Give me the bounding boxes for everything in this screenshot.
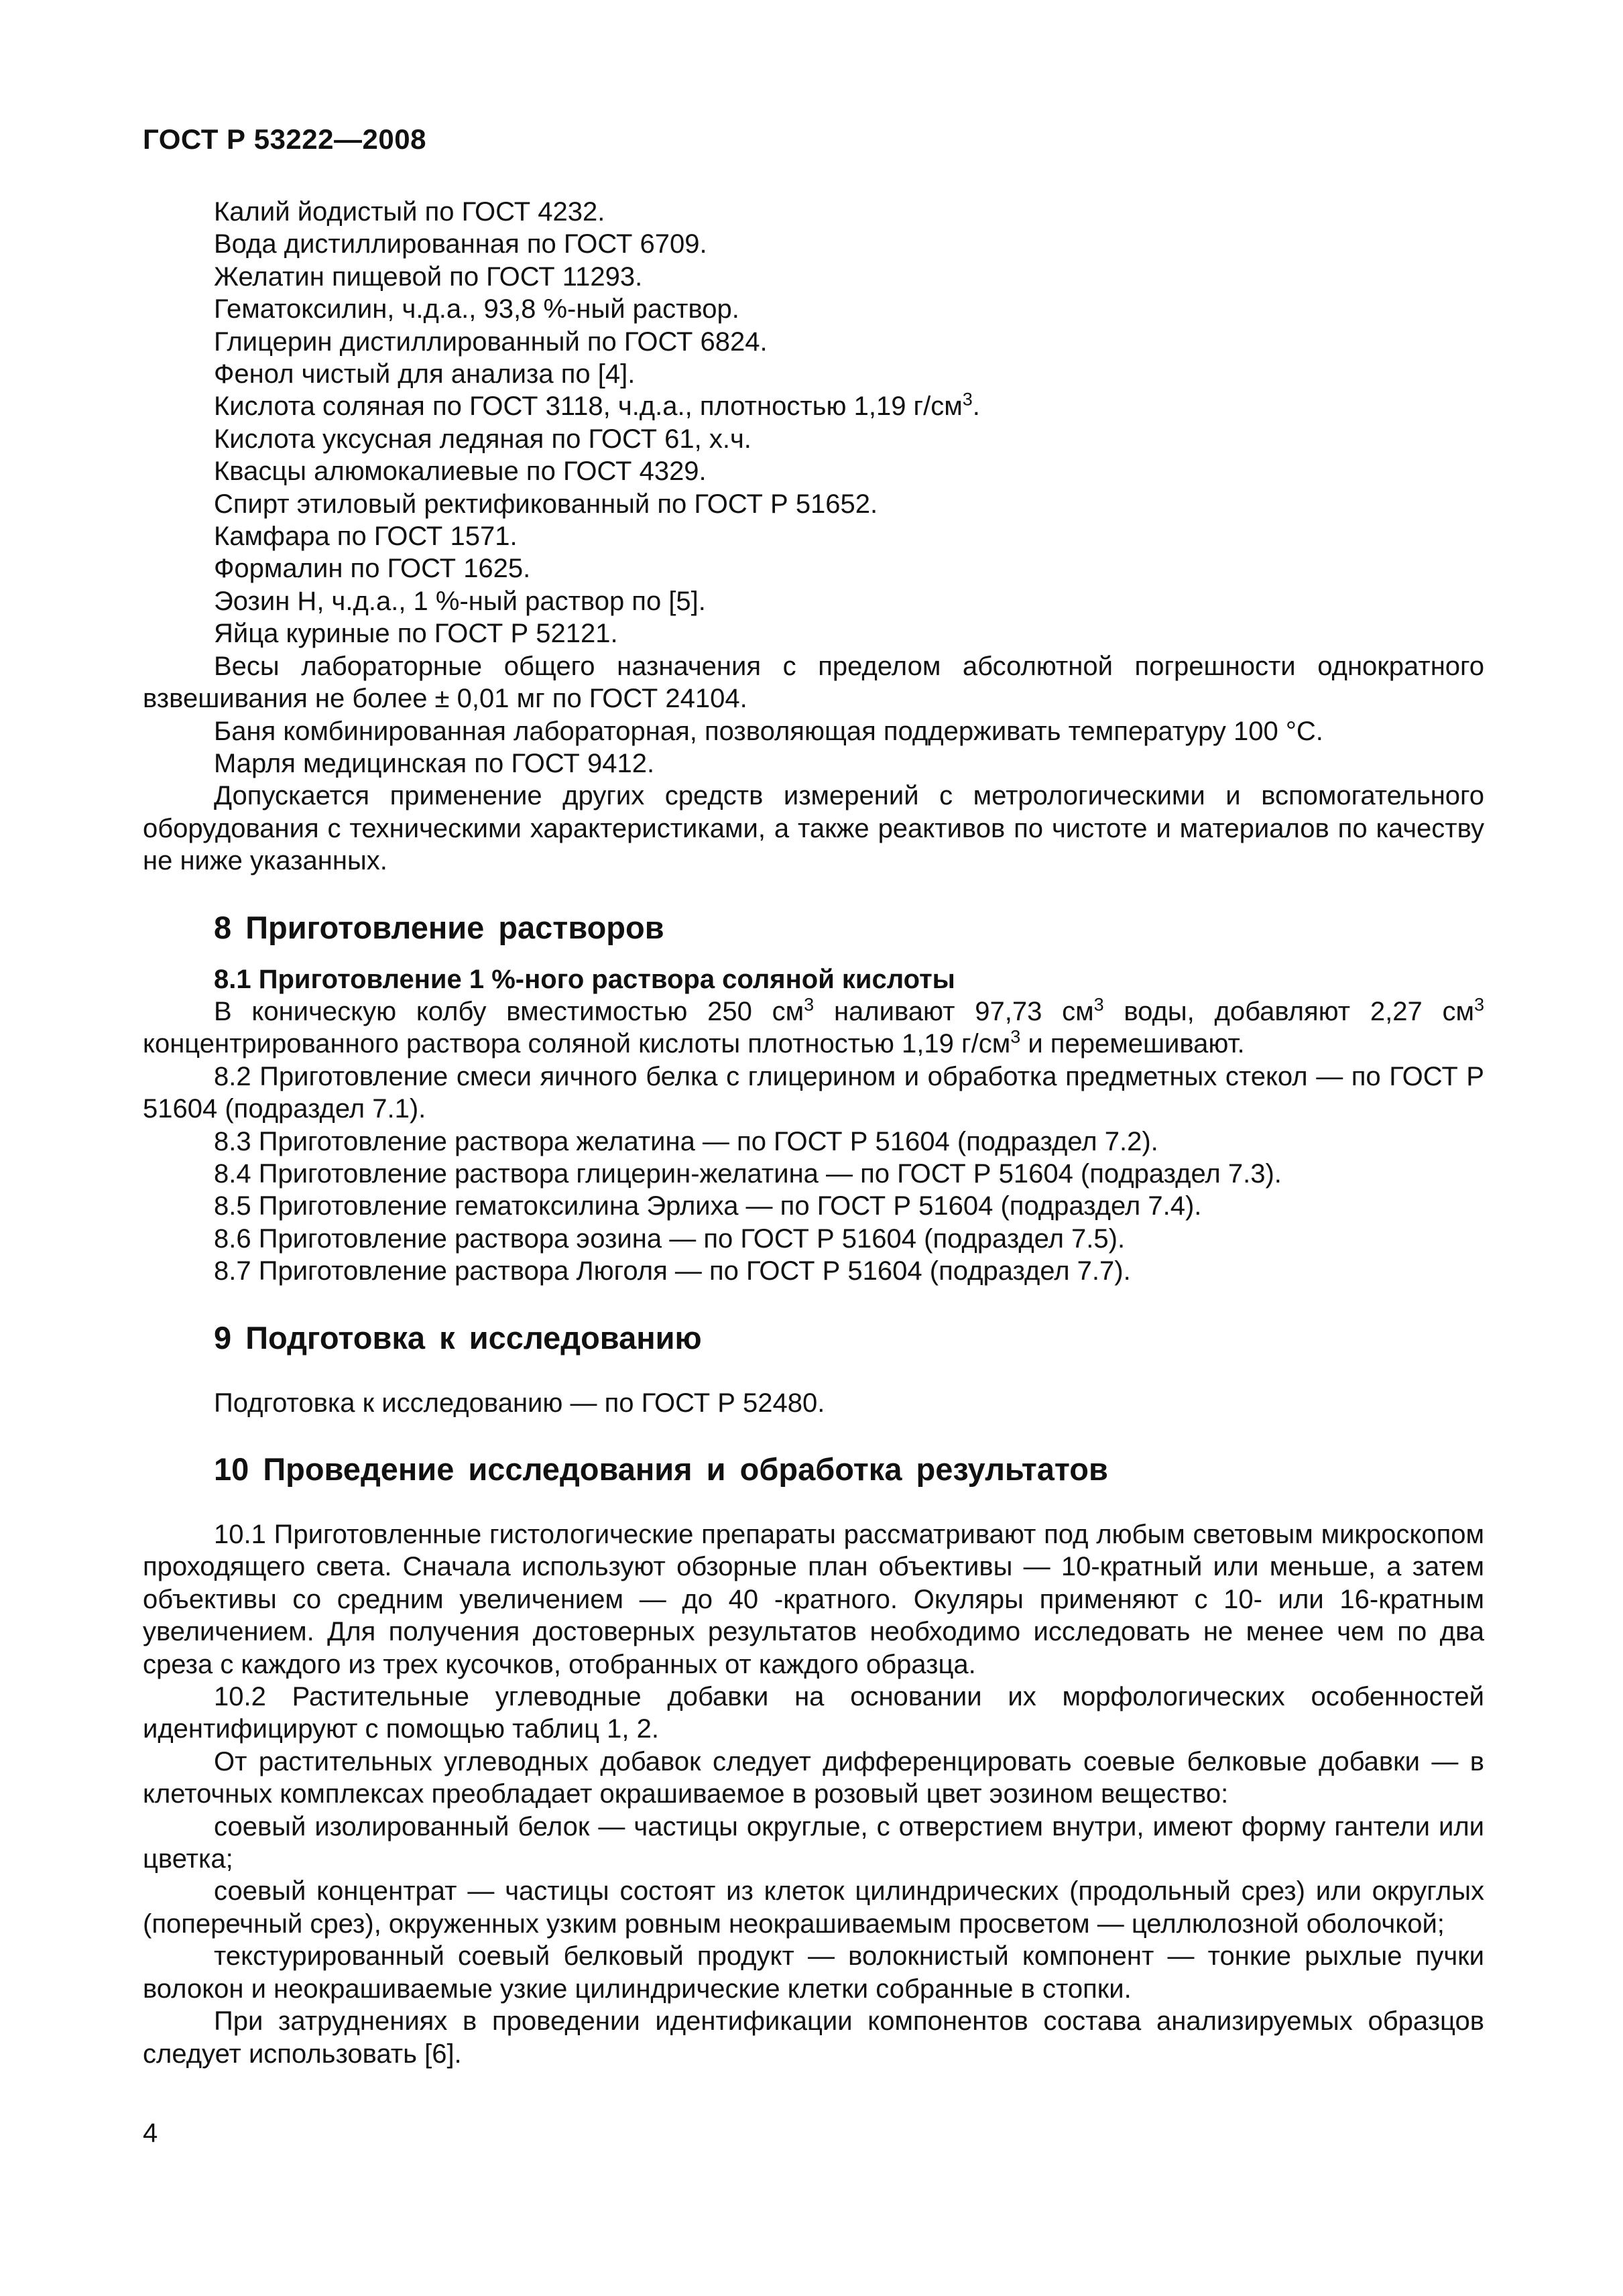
text-run: концентрированного раствора соляной кислоты плотностью 1,19 г/см — [143, 1029, 1011, 1059]
spacer — [143, 1489, 1484, 1518]
section-10-paragraph: текстурированный соевый белковый продукт — волокнистый компонент — тонкие рыхлые пучки волокон и неокрашиваемые узкие цилиндрические клетки собранные в стопки. — [143, 1941, 1484, 2004]
section-8-item: 8.5 Приготовление гематоксилина Эрлиха — по ГОСТ Р 51604 (подраздел 7.4). — [214, 1191, 1202, 1221]
material-item: Квасцы алюмокалиевые по ГОСТ 4329. — [214, 457, 707, 487]
spacer — [143, 878, 1484, 908]
section-10-paragraph: При затруднениях в проведении идентификации компонентов состава анализируемых образцов следует использовать [6]. — [143, 2006, 1484, 2069]
section-8-item: 8.3 Приготовление раствора желатина — по ГОСТ Р 51604 (подраздел 7.2). — [214, 1126, 1158, 1156]
material-item: Вода дистиллированная по ГОСТ 6709. — [214, 229, 707, 259]
spacer — [143, 947, 1484, 963]
material-item: Калий йодистый по ГОСТ 4232. — [214, 197, 605, 227]
material-item: Эозин Н, ч.д.а., 1 %-ный раствор по [5]. — [214, 586, 706, 616]
section-8-item: 8.7 Приготовление раствора Люголя — по ГОСТ Р 51604 (подраздел 7.7). — [214, 1256, 1131, 1286]
section-10-paragraph: соевый концентрат — частицы состоят из клеток цилиндрических (продольный срез) или округлых (поперечный срез), окруженных узким ровным неокрашиваемым просветом — целлюлозной оболочкой; — [143, 1876, 1484, 1939]
material-item: Баня комбинированная лабораторная, позволяющая поддерживать температуру 100 °С. — [214, 716, 1323, 746]
section-8-item: 8.4 Приготовление раствора глицерин-желатина — по ГОСТ Р 51604 (подраздел 7.3). — [214, 1158, 1282, 1189]
document-header-code: ГОСТ Р 53222—2008 — [143, 123, 426, 155]
section-9-text: Подготовка к исследованию — по ГОСТ Р 52480. — [214, 1388, 825, 1418]
superscript: 3 — [962, 389, 973, 410]
subsection-8-1-text — [143, 995, 1484, 1061]
spacer — [143, 1419, 1484, 1450]
material-item: Допускается применение других средств измерений с метрологическими и вспомогательного оборудования с техническими характеристиками, а также реактивов по чистоте и материалов по качеству не ниже указанных. — [143, 781, 1484, 876]
section-10-paragraph: От растительных углеводных добавок следует дифференцировать соевые белковые добавки — в клеточных комплексах преобладает окрашиваемое в розовый цвет эозином вещество: — [143, 1746, 1484, 1809]
section-8-item: 8.6 Приготовление раствора эозина — по ГОСТ Р 51604 (подраздел 7.5). — [214, 1223, 1126, 1254]
material-item: Кислота уксусная ледяная по ГОСТ 61, х.ч. — [214, 424, 752, 454]
material-item: Фенол чистый для анализа по [4]. — [214, 359, 636, 389]
document-body — [143, 196, 1484, 2070]
section-9-heading: 9 Подготовка к исследованию — [214, 1319, 702, 1355]
text-run: и перемешивают. — [1020, 1029, 1245, 1059]
material-item-end: . — [972, 391, 980, 422]
material-item: Марля медицинская по ГОСТ 9412. — [214, 748, 655, 778]
text-run: наливают 97,73 см — [814, 996, 1094, 1026]
section-10-heading: 10 Проведение исследования и обработка результатов — [214, 1451, 1108, 1487]
section-8-heading: 8 Приготовление растворов — [214, 909, 664, 945]
spacer — [143, 1357, 1484, 1387]
section-10-paragraph: 10.1 Приготовленные гистологические препараты рассматривают под любым световым микроскопом проходящего света. Сначала используют обзорные план объективы — 10-кратный или меньше, а затем объективы со средним увеличением — до 40 -кратного. Окуляры применяют с 10- или 16-кратным увеличением. Для получения достоверных результатов необходимо исследовать не менее чем по два среза с каждого из трех кусочков, отобранных от каждого образца. — [143, 1520, 1484, 1679]
section-10-paragraph: соевый изолированный белок — частицы округлые, с отверстием внутри, имеют форму гантели или цветка; — [143, 1811, 1484, 1874]
material-item: Весы лабораторные общего назначения с пределом абсолютной погрешности однократного взвешивания не более ± 0,01 мг по ГОСТ 24104. — [143, 651, 1484, 714]
text-run: воды, добавляют 2,27 см — [1103, 996, 1474, 1026]
superscript: 3 — [804, 994, 815, 1015]
material-item: Спирт этиловый ректификованный по ГОСТ Р 51652. — [214, 489, 878, 519]
material-item: Камфара по ГОСТ 1571. — [214, 522, 518, 552]
material-item — [143, 390, 1484, 422]
materials-list — [143, 196, 1484, 878]
superscript: 3 — [1474, 994, 1484, 1015]
subsection-8-1-heading: 8.1 Приготовление 1 %-ного раствора соляной кислоты — [214, 964, 955, 994]
superscript: 3 — [1010, 1027, 1021, 1048]
material-item: Яйца куриные по ГОСТ Р 52121. — [214, 619, 618, 649]
spacer — [143, 1288, 1484, 1319]
section-8-item: 8.2 Приготовление смеси яичного белка с глицерином и обработка предметных стекол — по ГОСТ Р 51604 (подраздел 7.1). — [143, 1061, 1484, 1124]
section-10-paragraph: 10.2 Растительные углеводные добавки на основании их морфологических особенностей идентифицируют с помощью таблиц 1, 2. — [143, 1682, 1484, 1744]
material-item: Формалин по ГОСТ 1625. — [214, 554, 531, 584]
text-run: В коническую колбу вместимостью 250 см — [214, 996, 804, 1026]
superscript: 3 — [1093, 994, 1104, 1015]
material-item: Гематоксилин, ч.д.а., 93,8 %-ный раствор. — [214, 294, 739, 324]
material-item: Глицерин дистиллированный по ГОСТ 6824. — [214, 326, 768, 357]
material-item-text: Кислота соляная по ГОСТ 3118, ч.д.а., плотностью 1,19 г/см — [214, 391, 963, 422]
page-number: 4 — [143, 2118, 158, 2148]
material-item: Желатин пищевой по ГОСТ 11293. — [214, 261, 643, 292]
